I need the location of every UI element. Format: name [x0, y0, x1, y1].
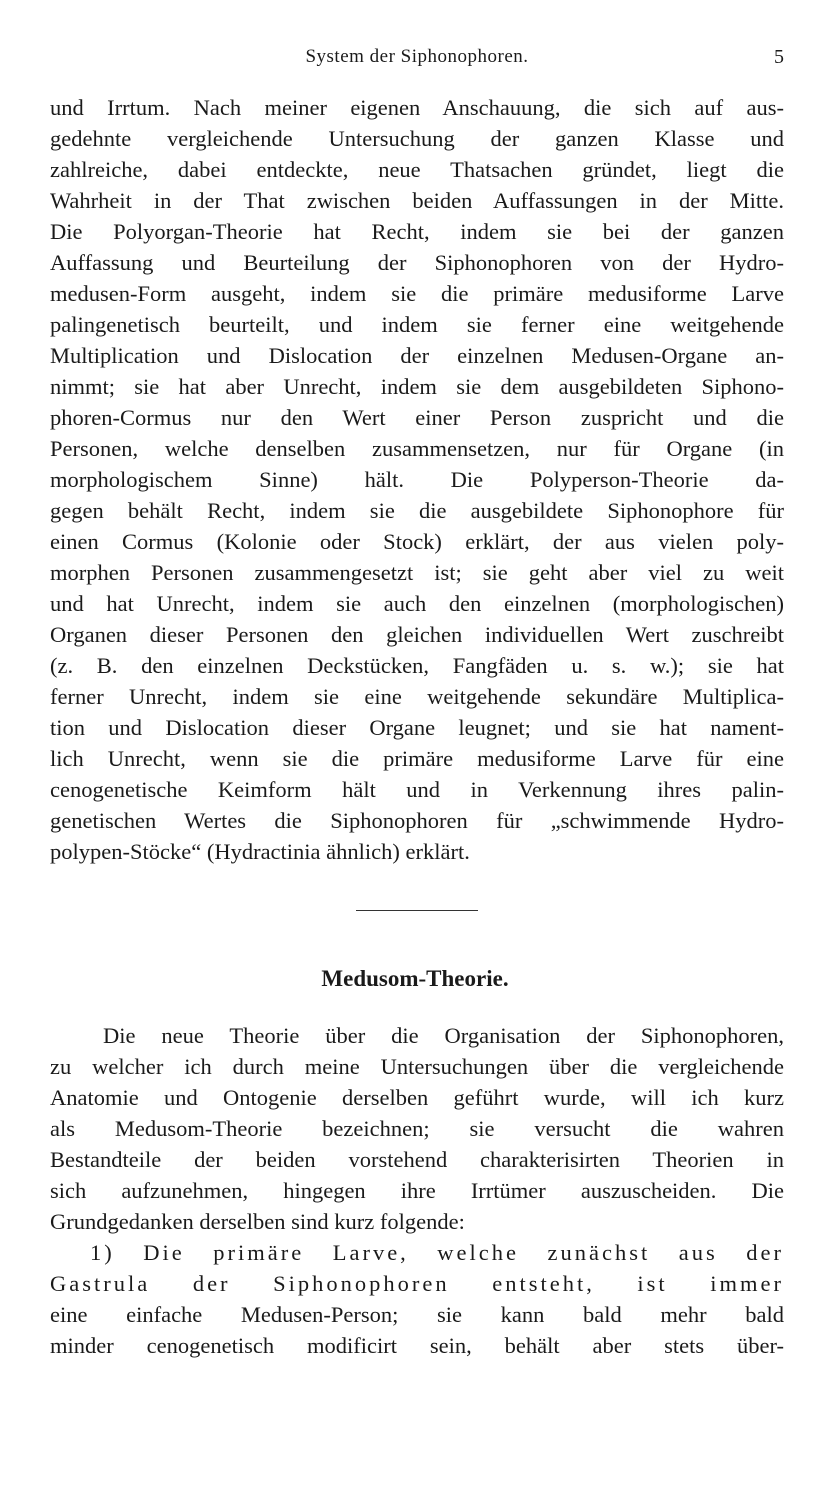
text-line: morphologischem Sinne) hält. Die Polyperson-Theorie da-	[50, 467, 784, 492]
text-line: und Irrtum. Nach meiner eigenen Anschauung, die sich auf aus-	[50, 95, 784, 120]
text-line: Bestandteile der beiden vorstehend charakterisirten Theorien in	[50, 1147, 784, 1172]
text-line: lich Unrecht, wenn sie die primäre medusiforme Larve für eine	[50, 746, 784, 771]
text-line: zu welcher ich durch meine Untersuchungen über die vergleichende	[50, 1054, 784, 1079]
text-line: ferner Unrecht, indem sie eine weitgehende sekundäre Multiplica-	[50, 684, 784, 709]
page-number: 5	[774, 46, 784, 68]
text-line: und hat Unrecht, indem sie auch den einzelnen (morphologischen)	[50, 591, 784, 616]
text-line: Auffassung und Beurteilung der Siphonophoren von der Hydro-	[50, 250, 784, 275]
paragraph-2	[50, 1020, 784, 1237]
text-line: Organen dieser Personen den gleichen individuellen Wert zuschreibt	[50, 622, 784, 647]
text-line: medusen-Form ausgeht, indem sie die primäre medusiforme Larve	[50, 281, 784, 306]
running-head: System der Siphonophoren.	[305, 46, 529, 67]
page-header	[50, 46, 784, 76]
text-line: Personen, welche denselben zusammensetzen, nur für Organe (in	[50, 436, 784, 461]
text-line: Wahrheit in der That zwischen beiden Auffassungen in der Mitte.	[50, 188, 784, 213]
text-line: gegen behält Recht, indem sie die ausgebildete Siphonophore für	[50, 498, 784, 523]
paragraph-3	[50, 1237, 784, 1361]
text-line: als Medusom-Theorie bezeichnen; sie versucht die wahren	[50, 1116, 784, 1141]
text-line: Grundgedanken derselben sind kurz folgende:	[50, 1209, 465, 1234]
paragraph-1	[50, 92, 784, 867]
text-line: genetischen Wertes die Siphonophoren für „schwimmende Hydro-	[50, 808, 784, 833]
text-line: einen Cormus (Kolonie oder Stock) erklärt, der aus vielen poly-	[50, 529, 784, 554]
section-heading: Medusom-Theorie.	[321, 966, 509, 991]
text-line: (z. B. den einzelnen Deckstücken, Fangfäden u. s. w.); sie hat	[50, 653, 784, 678]
text-line: morphen Personen zusammengesetzt ist; sie geht aber viel zu weit	[50, 560, 784, 585]
section-divider	[356, 910, 478, 911]
text-line: phoren-Cormus nur den Wert einer Person zuspricht und die	[50, 405, 784, 430]
text-line: palingenetisch beurteilt, und indem sie ferner eine weitgehende	[50, 312, 784, 337]
text-line: 1) Die primäre Larve, welche zunächst aus der	[90, 1240, 784, 1265]
text-line: cenogenetische Keimform hält und in Verkennung ihres palin-	[50, 777, 784, 802]
text-line: zahlreiche, dabei entdeckte, neue Thatsachen gründet, liegt die	[50, 157, 784, 182]
text-line: Anatomie und Ontogenie derselben geführt wurde, will ich kurz	[50, 1085, 784, 1110]
text-line: minder cenogenetisch modificirt sein, behält aber stets über-	[50, 1333, 784, 1358]
text-line: Die neue Theorie über die Organisation der Siphonophoren,	[103, 1023, 784, 1048]
text-line: polypen-Stöcke“ (Hydractinia ähnlich) erklärt.	[50, 839, 470, 864]
text-line: Gastrula der Siphonophoren entsteht, ist immer	[50, 1271, 784, 1296]
text-line: Multiplication und Dislocation der einzelnen Medusen-Organe an-	[50, 343, 784, 368]
text-line: tion und Dislocation dieser Organe leugnet; und sie hat nament-	[50, 715, 784, 740]
text-line: nimmt; sie hat aber Unrecht, indem sie dem ausgebildeten Siphono-	[50, 374, 784, 399]
text-line: gedehnte vergleichende Untersuchung der ganzen Klasse und	[50, 126, 784, 151]
text-line: sich aufzunehmen, hingegen ihre Irrtümer auszuscheiden. Die	[50, 1178, 784, 1203]
text-line: eine einfache Medusen-Person; sie kann bald mehr bald	[50, 1302, 784, 1327]
text-line: Die Polyorgan-Theorie hat Recht, indem sie bei der ganzen	[50, 219, 784, 244]
